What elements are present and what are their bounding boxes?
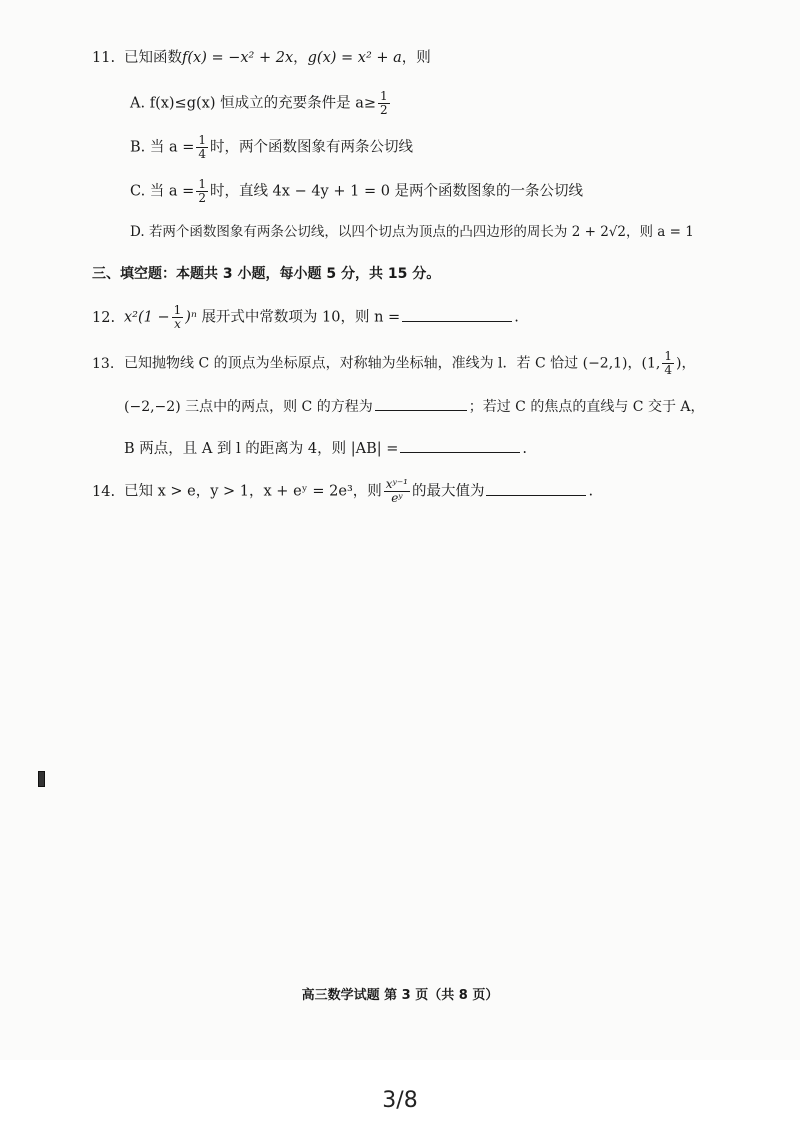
fraction: $\frac{1}{x}$ [173, 303, 182, 331]
answer-blank[interactable] [400, 438, 520, 453]
section-3-title: 三、填空题：本题共 3 小题，每小题 5 分，共 15 分。 [92, 266, 441, 282]
answer-blank[interactable] [402, 307, 512, 322]
question-13-line-2: (−2,−2) 三点中的两点，则 C 的方程为 ；若过 C 的焦点的直线与 C 交于 A， [124, 396, 705, 417]
answer-blank[interactable] [486, 481, 586, 496]
fraction: $\frac{1}{4}$ [198, 133, 207, 161]
question-11-option-b: B. 当 a = $\frac{1}{4}$ 时，两个函数图象有两条公切线 [130, 133, 414, 161]
question-11-stem: 11. 已知函数f(x) = −x² + 2x，g(x) = x² + a，则 [92, 50, 431, 66]
question-12: 12. x²(1 − $\frac{1}{x}$ )ⁿ 展开式中常数项为 10，则 n = . [92, 303, 519, 331]
question-number: 13. [92, 355, 115, 372]
question-13-line-3: B 两点，且 A 到 l 的距离为 4，则 |AB| = . [124, 438, 527, 459]
question-number: 12. [92, 309, 116, 326]
fraction: $\frac{1}{4}$ [664, 349, 672, 377]
answer-blank[interactable] [375, 396, 467, 411]
page-indicator: 3/8 [382, 1088, 418, 1113]
fraction: $\frac{\text{xʸ⁻¹}}{\text{eʸ}}$ [385, 477, 408, 505]
question-13-line-1: 13. 已知抛物线 C 的顶点为坐标原点，对称轴为坐标轴，准线为 l．若 C 恰过 (−2,1)，(1, $\frac{1}{4}$ )， [92, 349, 696, 377]
question-number: 14. [92, 483, 116, 500]
question-14: 14. 已知 x > e，y > 1，x + eʸ = 2e³，则 $\frac{\text{xʸ⁻¹}}{\text{eʸ}}$ 的最大值为 . [92, 477, 594, 505]
question-11-option-d: D. 若两个函数图象有两条公切线，以四个切点为顶点的凸四边形的周长为 2 + 2√2，则 a = 1 [130, 224, 694, 240]
fraction: $\frac{1}{2}$ [198, 177, 206, 205]
binder-mark [38, 771, 45, 787]
question-11-option-a: A. f(x)≤g(x) 恒成立的充要条件是 a≥ $\frac{1}{2}$ [130, 89, 388, 117]
question-number: 11. [92, 50, 116, 66]
fraction: $\frac{1}{2}$ [380, 89, 388, 117]
question-11-option-c: C. 当 a = $\frac{1}{2}$ 时，直线 4x − 4y + 1 = 0 是两个函数图象的一条公切线 [130, 177, 584, 205]
page-footer: 高三数学试题 第 3 页（共 8 页） [301, 988, 499, 1003]
